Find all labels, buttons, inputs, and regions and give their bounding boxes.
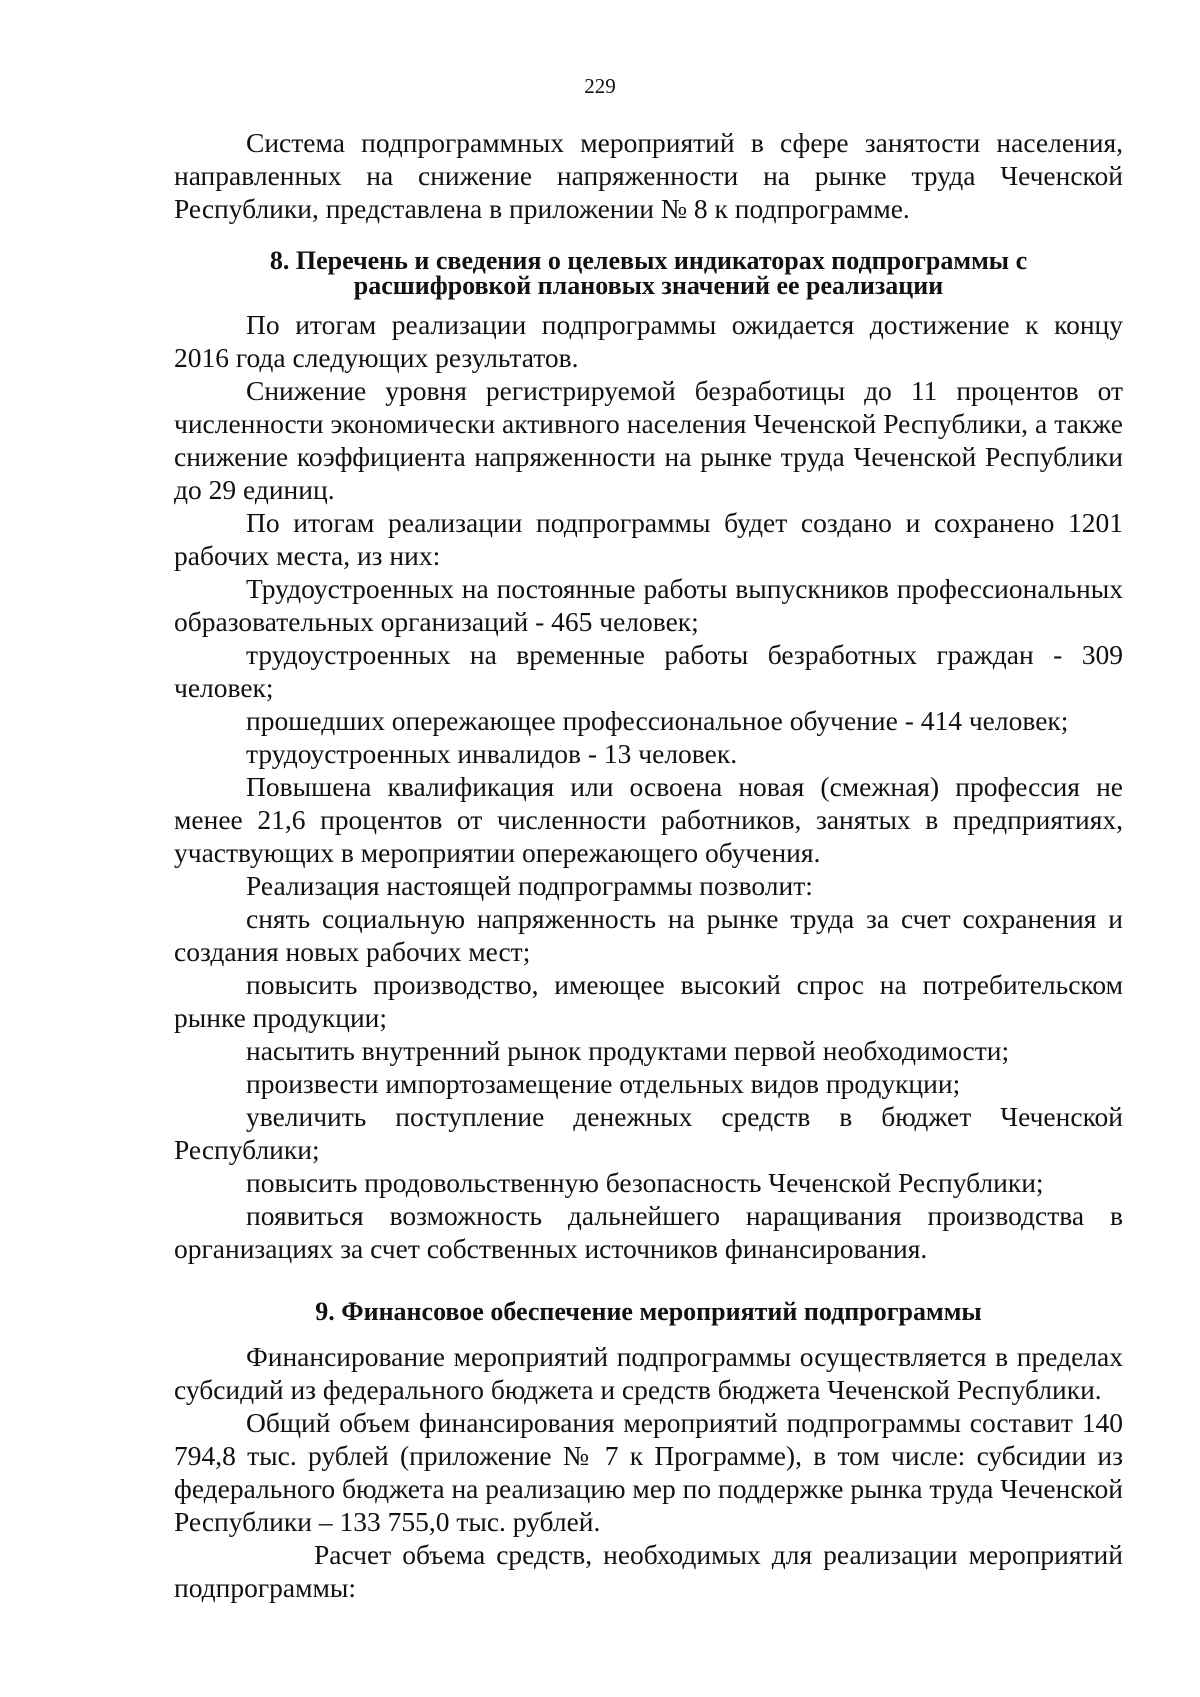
section-8-heading (174, 248, 1123, 298)
s8-paragraph: повысить продовольственную безопасность Чеченской Республики; (246, 1167, 1044, 1198)
section-9-heading: 9. Финансовое обеспечение мероприятий подпрограммы (315, 1297, 982, 1326)
section-8-heading-line-2: расшифровкой плановых значений ее реализации (353, 271, 944, 300)
s8-paragraph: По итогам реализации подпрограммы ожидается достижение к концу 2016 года следующих результатов. (174, 309, 1123, 373)
s8-paragraph: Повышена квалификация или освоена новая (смежная) профессия не менее 21,6 процентов от численности работников, занятых в предприятиях, участвующих в мероприятии опережающего обучения. (174, 771, 1123, 868)
s8-paragraph: появиться возможность дальнейшего наращивания производства в организациях за счет собственных источников финансирования. (174, 1200, 1123, 1264)
s9-paragraph: Общий объем финансирования мероприятий подпрограммы составит 140 794,8 тыс. рублей (приложение № 7 к Программе), в том числе: субсидии из федерального бюджета на реализацию мер по поддержке рынка труда Чеченской Республики – 133 755,0 тыс. рублей. (174, 1407, 1123, 1537)
section-8-heading-line-1: 8. Перечень и сведения о целевых индикаторах подпрограммы с (269, 246, 1028, 275)
s8-paragraph: По итогам реализации подпрограммы будет создано и сохранено 1201 рабочих места, из них: (174, 507, 1123, 571)
s8-paragraph: насытить внутренний рынок продуктами первой необходимости; (246, 1035, 1010, 1066)
intro-paragraph: Система подпрограммных мероприятий в сфере занятости населения, направленных на снижение напряженности на рынке труда Чеченской Республики, представлена в приложении № 8 к подпрограмме. (174, 127, 1123, 224)
s8-paragraph: прошедших опережающее профессиональное обучение - 414 человек; (246, 705, 1069, 736)
s8-paragraph: снять социальную напряженность на рынке труда за счет сохранения и создания новых рабочих мест; (174, 903, 1123, 967)
s8-paragraph: Реализация настоящей подпрограммы позволит: (246, 870, 813, 901)
s9-paragraph: Расчет объема средств, необходимых для реализации мероприятий подпрограммы: (174, 1539, 1123, 1603)
s8-paragraph: увеличить поступление денежных средств в бюджет Чеченской Республики; (174, 1101, 1123, 1165)
s8-paragraph: повысить производство, имеющее высокий спрос на потребительском рынке продукции; (174, 969, 1123, 1033)
page-content (174, 126, 1123, 1604)
s8-paragraph: Трудоустроенных на постоянные работы выпускников профессиональных образовательных организаций - 465 человек; (174, 573, 1123, 637)
s8-paragraph: трудоустроенных инвалидов - 13 человек. (246, 738, 738, 769)
s8-paragraph: Снижение уровня регистрируемой безработицы до 11 процентов от численности экономически активного населения Чеченской Республики, а также снижение коэффициента напряженности на рынке труда Чеченской Республики до 29 единиц. (174, 375, 1123, 505)
s8-paragraph: трудоустроенных на временные работы безработных граждан - 309 человек; (174, 639, 1123, 703)
s9-paragraph: Финансирование мероприятий подпрограммы осуществляется в пределах субсидий из федерального бюджета и средств бюджета Чеченской Республики. (174, 1341, 1123, 1405)
page-number: 229 (584, 74, 616, 98)
s8-paragraph: произвести импортозамещение отдельных видов продукции; (246, 1068, 961, 1099)
